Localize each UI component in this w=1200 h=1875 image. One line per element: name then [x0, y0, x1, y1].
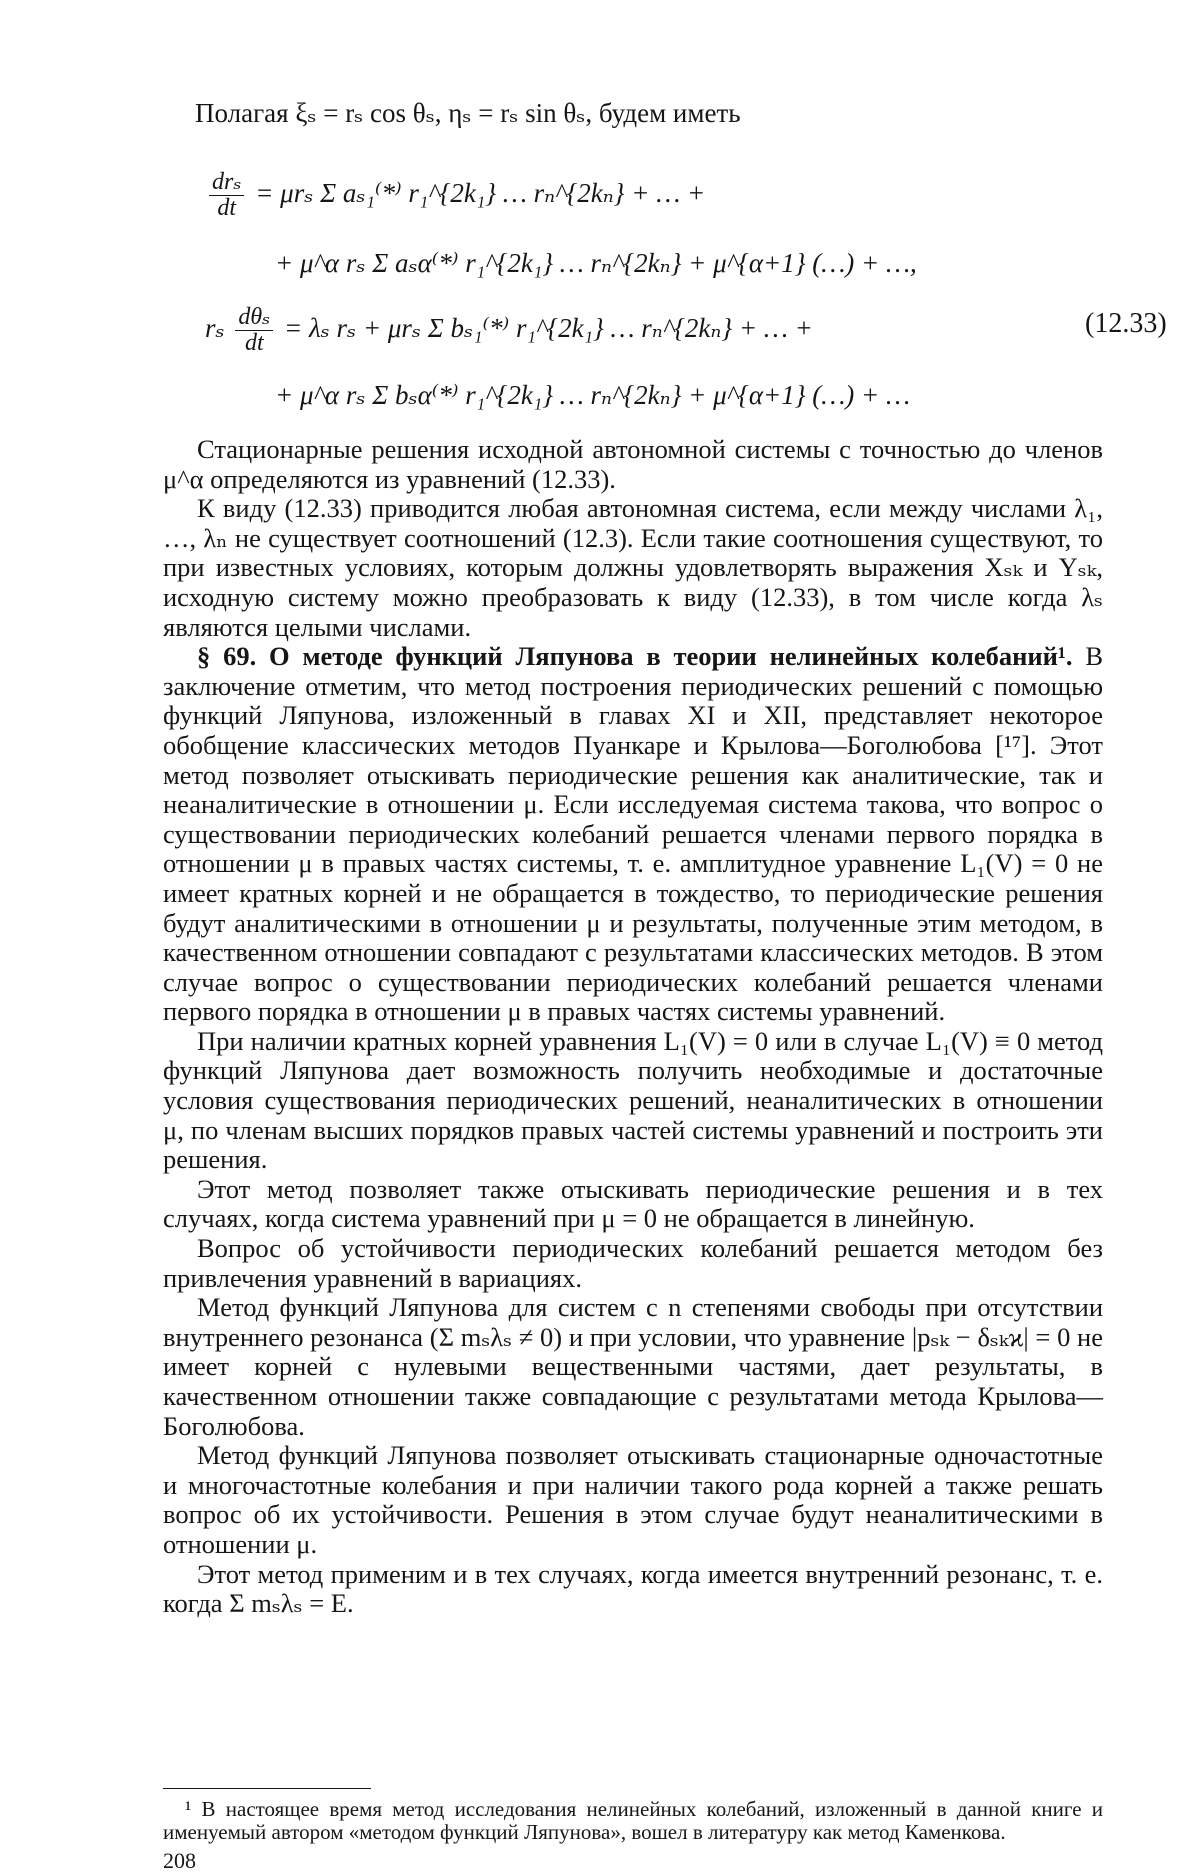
equation-rhs: + μ^α rₛ Σ aₛα⁽*⁾ r₁^{2k₁} … rₙ^{2kₙ} + μ^{α+1} (…) + …,	[275, 248, 917, 278]
fraction-dtheta-dt	[235, 305, 273, 356]
equation-line-3	[205, 305, 813, 356]
fraction-numerator: dθₛ	[235, 305, 273, 331]
equation-line-2	[275, 248, 917, 279]
equation-rhs: = λₛ rₛ + μrₛ Σ bₛ₁⁽*⁾ r₁^{2k₁} … rₙ^{2kₙ} + … +	[283, 312, 813, 343]
equation-rhs: = μrₛ Σ aₛ₁⁽*⁾ r₁^{2k₁} … rₙ^{2kₙ} + … +	[255, 177, 706, 208]
paragraph: Этот метод позволяет также отыскивать периодические решения и в тех случаях, когда система уравнений при μ = 0 не обращается в линейную.	[163, 1173, 1103, 1234]
paragraph: Метод функций Ляпунова для систем с n степенями свободы при отсутствии внутреннего резонанса (Σ mₛλₛ ≠ 0) и при условии, что уравнение |pₛₖ − δₛₖϰ| = 0 не имеет корней с нулевыми вещественными частями, дает результаты, в качественном отношении также совпадающие с результатами метода Крылова—Боголюбова.	[163, 1292, 1103, 1441]
fraction-denominator: dt	[217, 195, 237, 222]
paragraph: Вопрос об устойчивости периодических колебаний решается методом без привлечения уравнений в вариациях.	[163, 1233, 1103, 1293]
equation-number: (12.33)	[1085, 308, 1167, 339]
equation-line-1	[205, 170, 705, 221]
body-text	[163, 435, 1103, 1619]
paragraph: Метод функций Ляпунова позволяет отыскивать стационарные одночастотные и многочастотные колебания и при наличии такого рода корней а также решать вопрос об их устойчивости. Решения в этом случае будут неаналитическими в отношении μ.	[163, 1440, 1103, 1559]
page-number: 208	[163, 1848, 196, 1873]
paragraph: Этот метод применим и в тех случаях, когда имеется внутренний резонанс, т. е. когда Σ mₛλₛ = E.	[163, 1558, 1103, 1619]
section-paragraph	[163, 642, 1103, 1027]
paragraph: Стационарные решения исходной автономной системы с точностью до членов μ^α определяются из уравнений (12.33).	[163, 434, 1103, 494]
intro-line: Полагая ξₛ = rₛ cos θₛ, ηₛ = rₛ sin θₛ, будем иметь	[195, 98, 741, 128]
fraction-drs-dt	[209, 170, 244, 221]
section-body: В заключение отметим, что метод построения периодических решений с помощью функций Ляпунова, изложенный в главах XI и XII, представляет некоторое обобщение классических методов Пуанкаре и Крылова—Боголюбова [¹⁷]. Этот метод позволяет отыскивать периодические решения как аналитические, так и неаналитические в отношении μ. Если исследуемая система такова, что вопрос о существовании периодических колебаний решается членами первого порядка в отношении μ в правых частях системы, т. е. амплитудное уравнение L₁(V) = 0 не имеет кратных корней и не обращается в тождество, то периодические решения будут аналитическими в отношении μ и результаты, полученные этим методом, в качественном отношении совпадают с результатами классических методов. В этом случае вопрос о существовании периодических колебаний решается членами первого порядка в отношении μ в правых частях системы уравнений.	[163, 641, 1103, 1027]
equation-prefix: rₛ	[205, 312, 225, 343]
paragraph: К виду (12.33) приводится любая автономная система, если между числами λ₁, …, λₙ не существует соотношений (12.3). Если такие соотношения существуют, то при известных условиях, которым должны удовлетворять выражения Xₛₖ и Yₛₖ, исходную систему можно преобразовать к виду (12.33), в том числе когда λₛ являются целыми числами.	[163, 493, 1103, 642]
paragraph: При наличии кратных корней уравнения L₁(V) = 0 или в случае L₁(V) ≡ 0 метод функций Ляпунова дает возможность получить необходимые и достаточные условия существования периодических решений, неаналитических в отношении μ, по членам высших порядков правых частей системы уравнений и построить эти решения.	[163, 1025, 1103, 1175]
footnote-rule	[163, 1788, 371, 1789]
section-heading: § 69. О методе функций Ляпунова в теории нелинейных колебаний¹.	[197, 641, 1073, 672]
fraction-denominator: dt	[244, 330, 264, 357]
fraction-numerator: drₛ	[209, 170, 244, 196]
footnote: ¹ В настоящее время метод исследования нелинейных колебаний, изложенный в данной книге и именуемый автором «методом функций Ляпунова», вошел в литературу как метод Каменкова.	[163, 1797, 1103, 1844]
equation-line-4	[275, 380, 910, 411]
equation-rhs: + μ^α rₛ Σ bₛα⁽*⁾ r₁^{2k₁} … rₙ^{2kₙ} + μ^{α+1} (…) + …	[275, 380, 911, 410]
